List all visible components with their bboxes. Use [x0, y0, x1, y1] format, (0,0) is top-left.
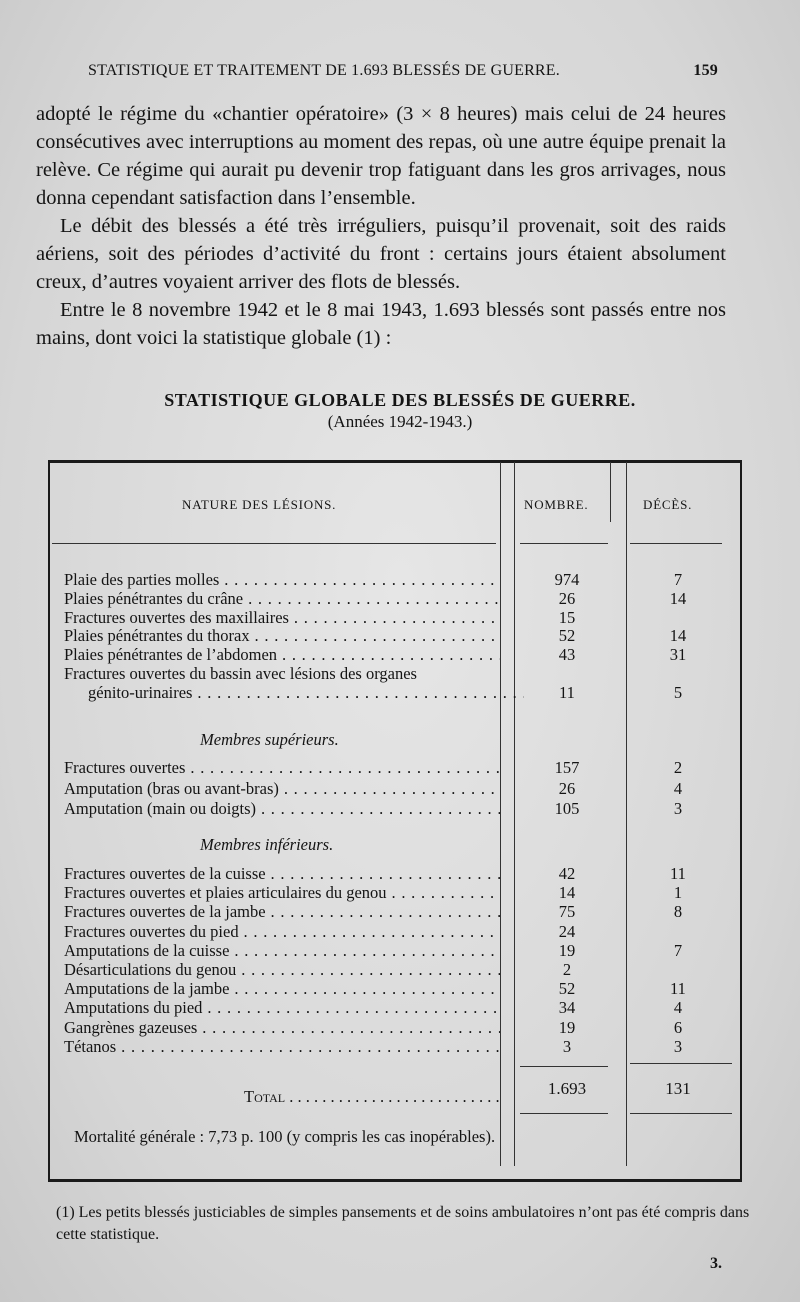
row-nombre: 105	[554, 799, 580, 818]
row-label: Désarticulations du genou . . .	[64, 960, 500, 980]
header-rule-nature	[52, 543, 496, 544]
paragraph-2: Le débit des blessés a été très irréguliers, puisqu’il provenait, soit des raids aériens, soit des périodes d’activité du front : certains jours étaient absolument creux, d’autres voyaient arriver des flots de blessés.	[36, 215, 726, 293]
paragraph-3: Entre le 8 novembre 1942 et le 8 mai 1943, 1.693 blessés sont passés entre nos mains, dont voici la statistique globale (1) :	[36, 299, 726, 349]
row-nombre: 19	[558, 1017, 576, 1037]
row-deces: 7	[673, 940, 683, 960]
running-header	[88, 62, 718, 80]
row-nombre: 43	[558, 645, 576, 665]
row-nombre: 52	[558, 979, 576, 999]
header-rule-deces	[630, 543, 722, 544]
row-label: Gangrènes gazeuses . . .	[64, 1018, 500, 1038]
row-label: Amputation (main ou doigts) . . .	[64, 799, 500, 819]
mortality-note: Mortalité générale : 7,73 p. 100 (y compris les cas inopérables).	[74, 1127, 496, 1146]
row-label: Plaie des parties molles . . .	[64, 570, 500, 590]
row-nombre: 974	[554, 570, 580, 589]
row-label: Plaies pénétrantes de l’abdomen . . .	[64, 645, 500, 665]
column-divider-2	[514, 462, 515, 1166]
bottom-rule-nombre	[520, 1113, 608, 1114]
row-deces: 3	[673, 799, 683, 818]
signature-mark: 3.	[710, 1255, 722, 1272]
row-nombre: 24	[558, 921, 576, 941]
row-label: Fractures ouvertes du pied . . .	[64, 922, 500, 942]
row-nombre: 15	[558, 607, 576, 627]
footnote: (1) Les petits blessés justiciables de simples pansements et de soins ambulatoires n’ont pas été compris dans cette statistique.	[56, 1204, 750, 1243]
row-label: Tétanos . . .	[64, 1037, 500, 1057]
row-label: Fractures ouvertes de la jambe . . .	[64, 902, 500, 922]
row-nombre: 42	[558, 864, 576, 883]
row-nombre: 52	[558, 626, 576, 646]
row-label: Amputations du pied . . .	[64, 998, 500, 1018]
row-nombre: 26	[558, 778, 576, 798]
section-membres-inferieurs: Membres inférieurs.	[200, 835, 334, 854]
column-header-nature: NATURE DES LÉSIONS.	[182, 497, 337, 512]
body-text	[36, 100, 726, 352]
row-label: Fractures ouvertes et plaies articulaires du genou . . .	[64, 883, 500, 903]
paragraph-1: adopté le régime du «chantier opératoire» (3 × 8 heures) mais celui de 24 heures consécutives avec interruptions au moment des repas, où une autre équipe prenait la relève. Ce régime qui aurait pu devenir trop fatiguant dans les gros arrivages, nous donna cependant satisfaction dans l’ensemble.	[36, 103, 726, 209]
total-deces: 131	[665, 1079, 691, 1098]
table-subtitle: (Années 1942-1943.)	[327, 412, 473, 431]
row-deces: 5	[673, 682, 683, 702]
row-nombre: 11	[559, 682, 575, 702]
row-deces: 31	[669, 645, 687, 665]
row-deces: 11	[670, 979, 686, 999]
row-label: Plaies pénétrantes du crâne . . .	[64, 589, 500, 609]
row-deces: 14	[669, 588, 687, 608]
total-rule-deces	[630, 1063, 732, 1064]
column-header-nombre: NOMBRE.	[524, 497, 589, 512]
row-label: Fractures ouvertes des maxillaires . . .	[64, 608, 500, 628]
row-nombre: 2	[562, 960, 572, 979]
row-deces: 2	[673, 758, 683, 777]
row-nombre: 34	[558, 998, 576, 1018]
row-deces: 3	[673, 1036, 683, 1056]
statistics-table-frame	[48, 460, 742, 1182]
section-membres-superieurs: Membres supérieurs.	[200, 730, 339, 749]
row-label: génito-urinaires . . .	[64, 683, 524, 703]
column-divider-4	[626, 462, 627, 1166]
row-label: Amputations de la cuisse . . .	[64, 941, 500, 961]
row-label: Amputations de la jambe . . .	[64, 979, 500, 999]
row-label: Fractures ouvertes du bassin avec lésions des organes	[64, 664, 417, 683]
table-title: STATISTIQUE GLOBALE DES BLESSÉS DE GUERRE.	[164, 390, 636, 410]
column-divider-3a	[610, 462, 611, 522]
row-label: Fractures ouvertes de la cuisse . . .	[64, 864, 500, 884]
row-label: Plaies pénétrantes du thorax . . .	[64, 626, 500, 646]
row-nombre: 157	[554, 758, 580, 777]
row-nombre: 26	[558, 588, 576, 608]
total-label: Total . . .	[244, 1087, 504, 1107]
row-deces: 14	[669, 626, 687, 646]
column-divider-1	[500, 462, 501, 1166]
total-nombre: 1.693	[547, 1079, 587, 1098]
row-deces: 7	[673, 570, 683, 589]
running-title: STATISTIQUE ET TRAITEMENT DE 1.693 BLESSÉS DE GUERRE.	[88, 62, 560, 79]
column-header-deces: DÉCÈS.	[643, 497, 693, 512]
row-deces: 1	[673, 883, 683, 903]
total-rule-nombre	[520, 1066, 608, 1067]
row-deces: 4	[673, 998, 683, 1018]
header-rule-nombre	[520, 543, 608, 544]
row-deces: 11	[670, 864, 686, 883]
page-number: 159	[693, 62, 718, 79]
row-deces: 4	[673, 778, 683, 798]
row-nombre: 3	[562, 1036, 572, 1056]
row-label: Amputation (bras ou avant-bras) . . .	[64, 779, 500, 799]
row-nombre: 75	[558, 902, 576, 922]
row-deces: 6	[673, 1017, 683, 1037]
bottom-rule-deces	[630, 1113, 732, 1114]
row-nombre: 14	[558, 883, 576, 903]
row-deces: 8	[673, 902, 683, 922]
row-label: Fractures ouvertes . . .	[64, 758, 500, 778]
row-nombre: 19	[558, 940, 576, 960]
